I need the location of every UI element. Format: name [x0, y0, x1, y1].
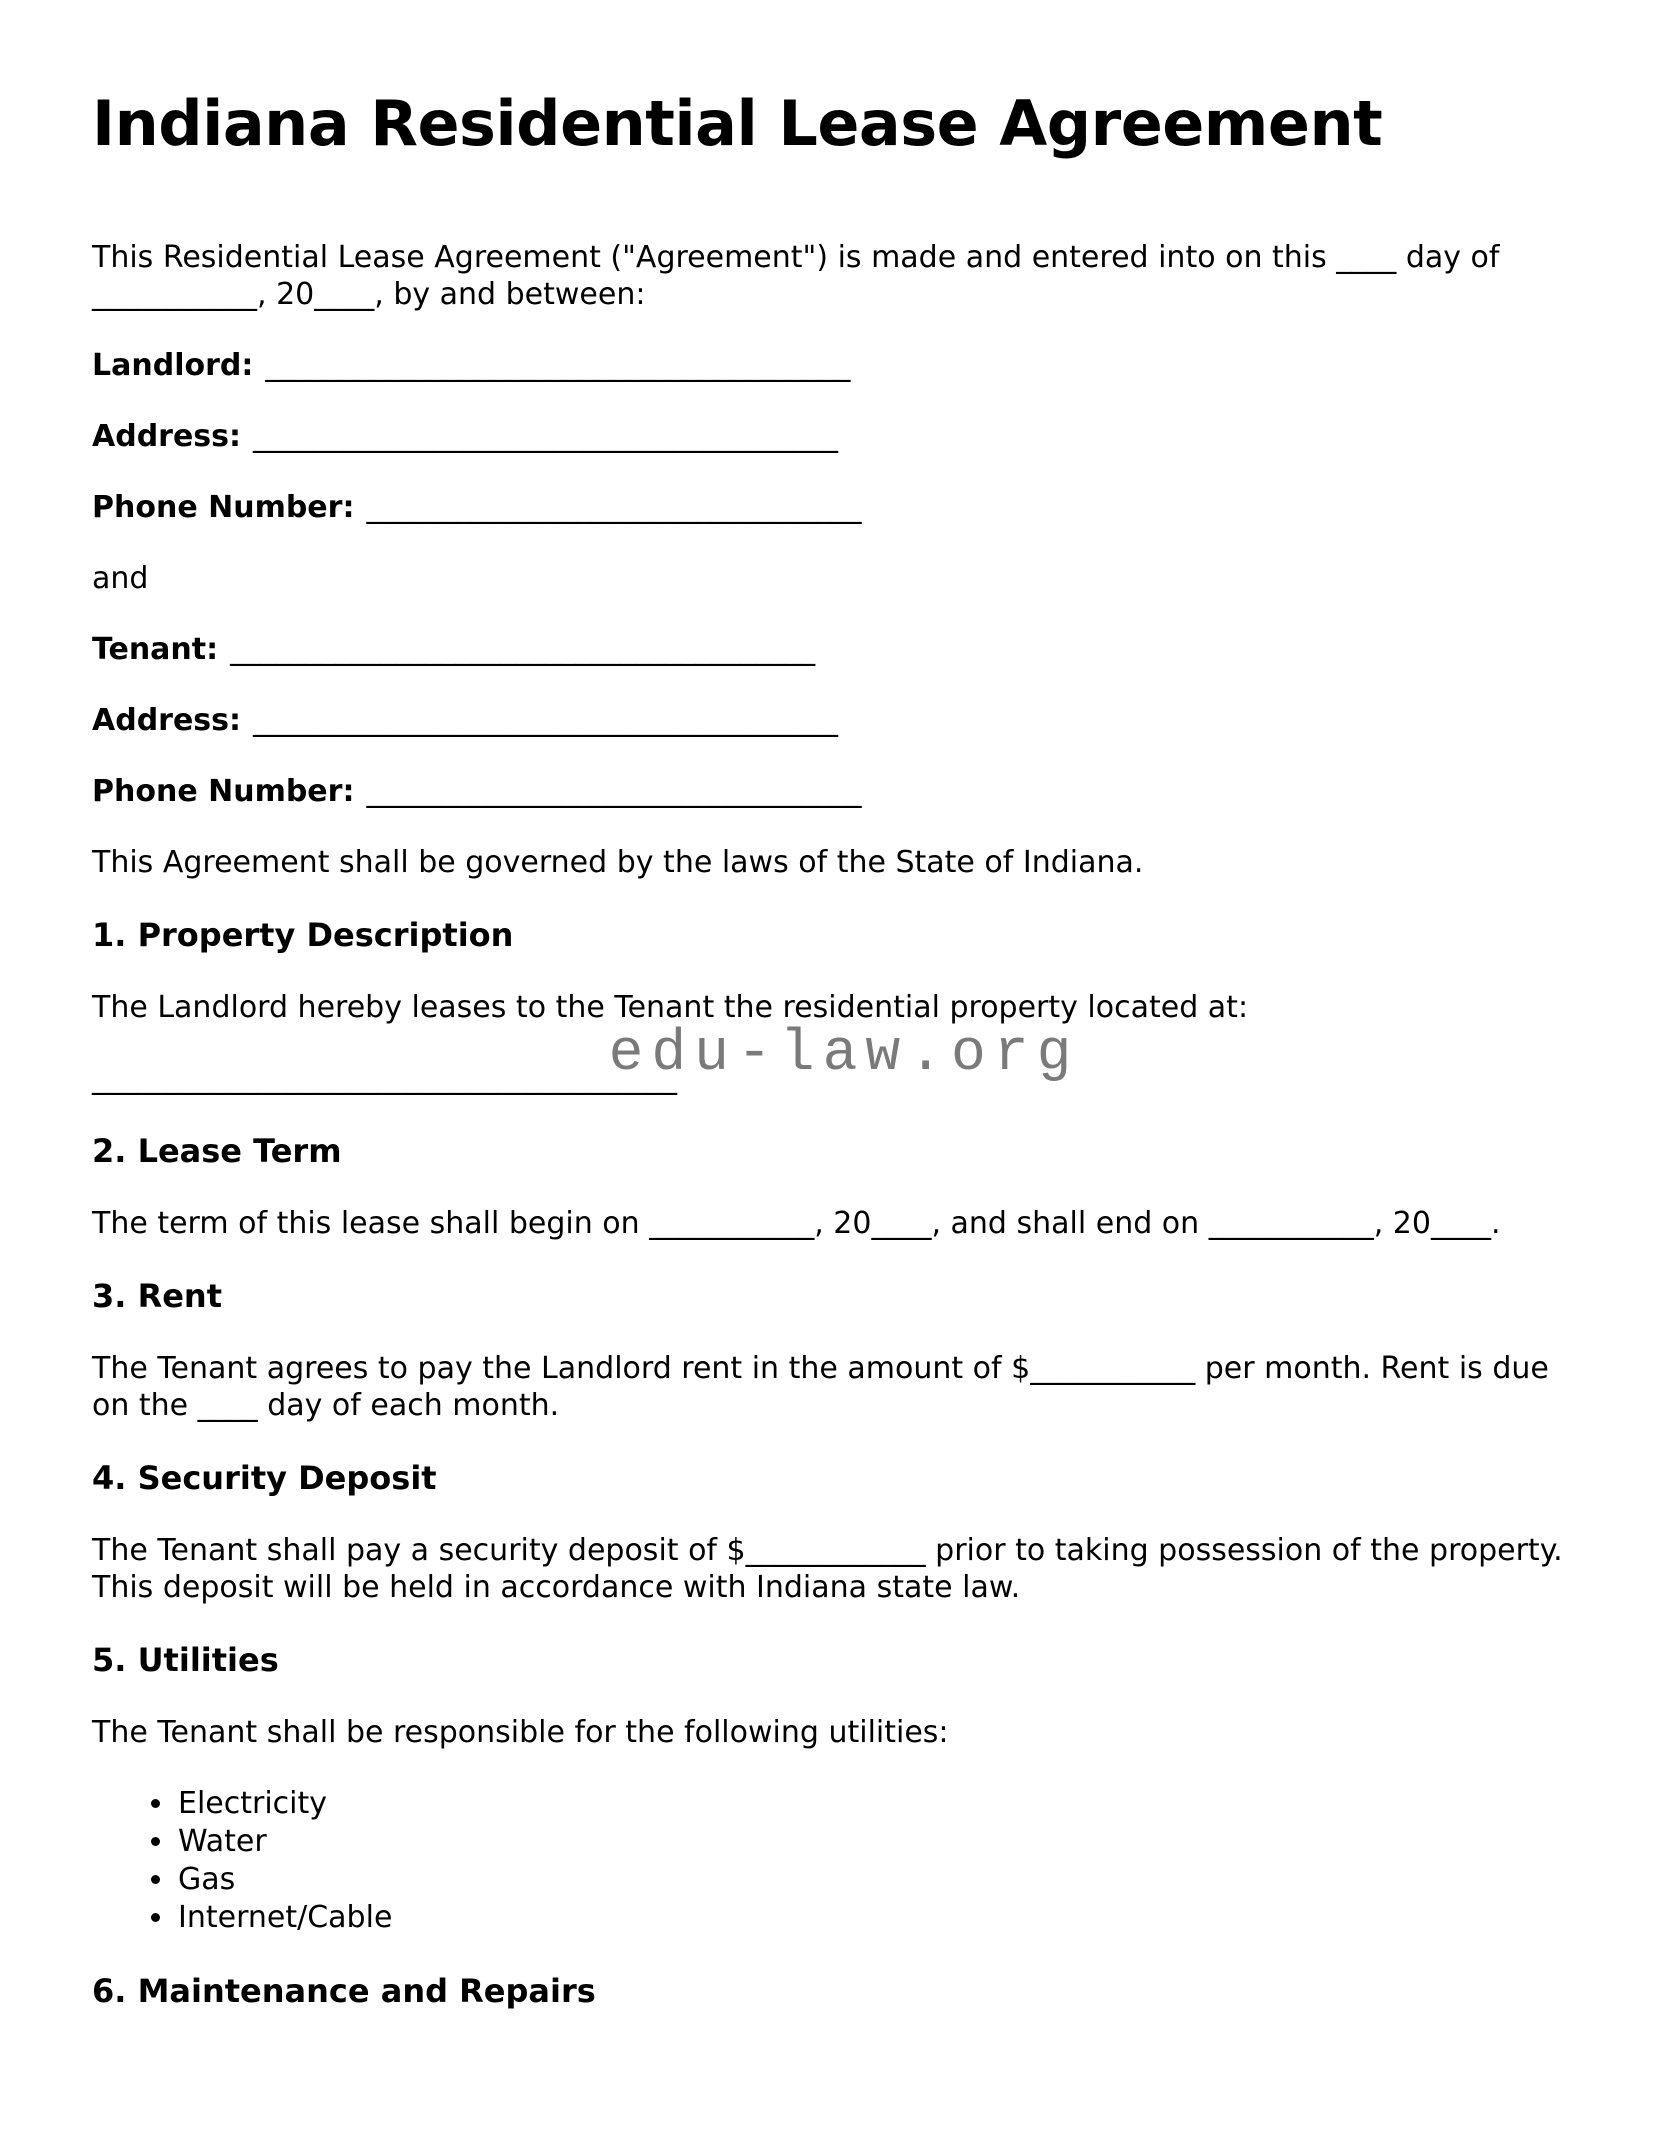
tenant-address-blank: _______________________________________ [253, 703, 839, 739]
landlord-label: Landlord: [92, 348, 254, 384]
security-deposit-text: The Tenant shall pay a security deposit of $____________ prior to taking possession of the property. This deposit will be held in accordance with Indiana state law. [92, 1533, 1563, 1606]
utility-item: • Electricity [176, 1785, 1576, 1823]
section-heading-maintenance: 6. Maintenance and Repairs [92, 1972, 596, 2011]
tenant-line [92, 631, 1576, 668]
property-address-blank: _______________________________________ [92, 1061, 677, 1097]
intro-paragraph: This Residential Lease Agreement ("Agreement") is made and entered into on this ____ day of ___________, 20____, by and between: [92, 240, 1500, 313]
landlord-address-blank: _______________________________________ [253, 419, 839, 455]
tenant-name-blank: _______________________________________ [230, 632, 816, 668]
watermark: edu-law.org [608, 1022, 1080, 1088]
property-address-blank-line [92, 1022, 1576, 1097]
section-heading-lease-term: 2. Lease Term [92, 1132, 342, 1171]
section-heading-rent: 3. Rent [92, 1277, 222, 1316]
section-heading-property-description: 1. Property Description [92, 916, 514, 955]
utility-item: • Internet/Cable [176, 1899, 1576, 1937]
landlord-name-blank: _______________________________________ [265, 348, 851, 384]
rent-text: The Tenant agrees to pay the Landlord rent in the amount of $___________ per month. Rent is due on the ____ day of each month. [92, 1351, 1549, 1424]
landlord-address-label: Address: [92, 419, 242, 455]
landlord-phone-line [92, 489, 1576, 526]
section-heading-utilities: 5. Utilities [92, 1641, 279, 1680]
utility-item: • Water [176, 1823, 1576, 1861]
tenant-address-line [92, 702, 1576, 739]
tenant-phone-line [92, 773, 1576, 810]
parties-separator: and [92, 561, 149, 597]
utilities-list [92, 1785, 1576, 1937]
lease-term-text: The term of this lease shall begin on ___________, 20____, and shall end on ___________, 20____. [92, 1206, 1501, 1242]
tenant-label: Tenant: [92, 632, 219, 668]
landlord-phone-label: Phone Number: [92, 490, 355, 526]
governing-law-text: This Agreement shall be governed by the laws of the State of Indiana. [92, 845, 1144, 881]
landlord-phone-blank: _________________________________ [366, 490, 862, 526]
landlord-line [92, 347, 1576, 384]
property-description-text: The Landlord hereby leases to the Tenant the residential property located at: [92, 990, 1249, 1026]
section-heading-security-deposit: 4. Security Deposit [92, 1459, 437, 1498]
tenant-phone-label: Phone Number: [92, 774, 355, 810]
utility-item: • Gas [176, 1861, 1576, 1899]
tenant-phone-blank: _________________________________ [366, 774, 862, 810]
tenant-address-label: Address: [92, 703, 242, 739]
utilities-text: The Tenant shall be responsible for the following utilities: [92, 1715, 949, 1751]
document-title: Indiana Residential Lease Agreement [92, 87, 1383, 160]
landlord-address-line [92, 418, 1576, 455]
